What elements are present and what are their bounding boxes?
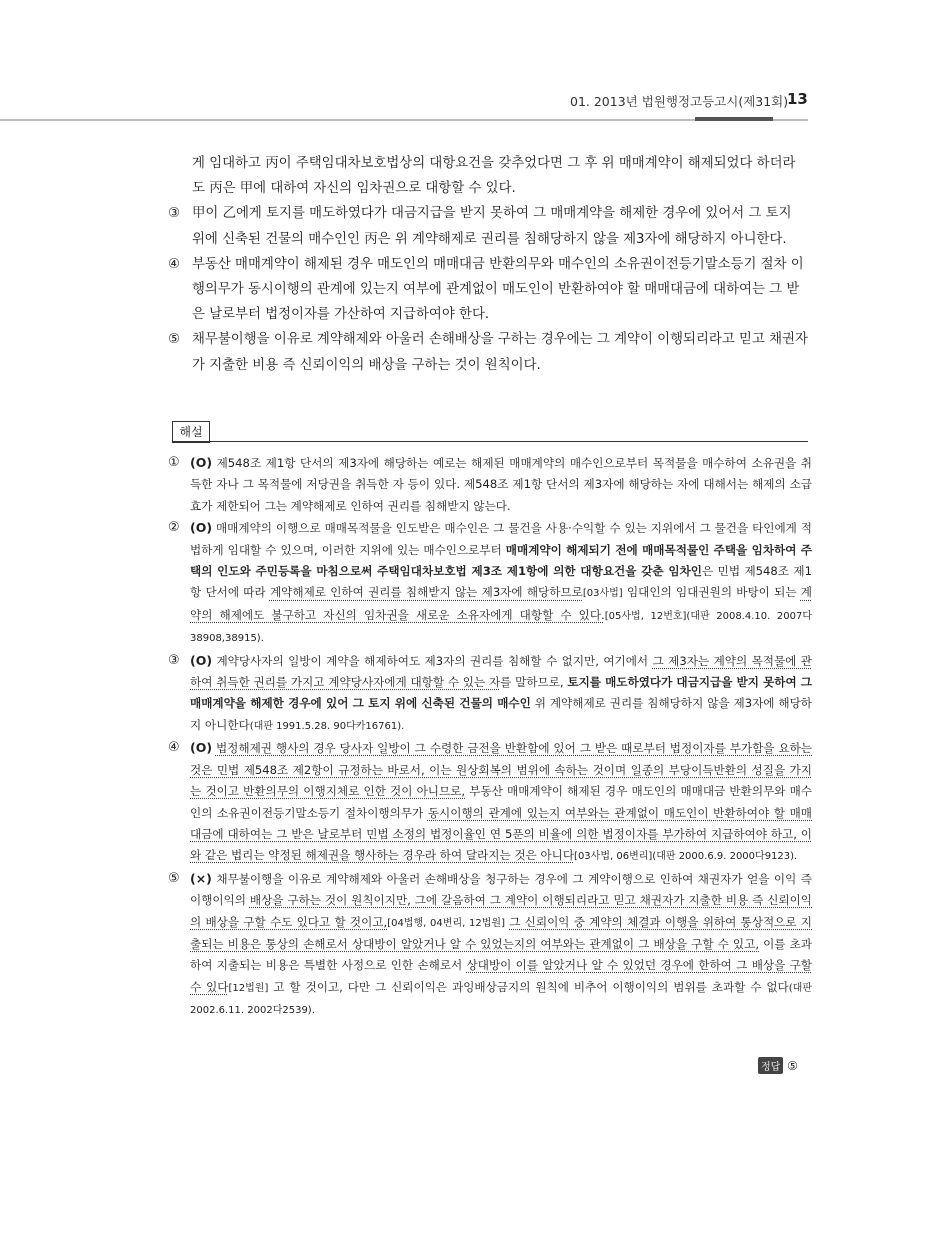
explanation-rule [172, 441, 808, 442]
source-ref: [03사법, 06변리] [574, 851, 653, 863]
case-citation: (대판 1991.5.28. 90다카16761). [249, 720, 405, 732]
choice-number: ⑤ [168, 332, 181, 348]
explanation-item-4: ④ (O) 법정해제권 행사의 경우 당사자 일방이 그 수령한 금전을 반환함에 있어 그 받은 때로부터 법정이자를 부가함을 요하는 것은 민법 제548조 제2항이 규정하는 바로서, 이는 원상회복의 범위에 속하는 것이며 일종의 부당이득반환의 성질을 가지는 것이고 반환의무의 이행지체로 인한 것이 아니므로, 부동산 매매계약이 해제된 경우 매도인의 매매대금 반환의무와 매수인의 소유권이전등기말소등기 절차이행의무가 동시이행의 관계에 있는지 여부와는 관계없이 매도인이 반환하여야 할 매매대금에 대하여는 그 받은 날로부터 민법 소정의 법정이율인 연 5푼의 비율에 의한 법정이자를 부가하여 지급하여야 하고, 이와 같은 법리는 약정된 해제권을 행사하는 경우라 하여 달라지는 것은 아니다[03사법, 06변리](대판 2000.6.9. 2000다9123). [168, 737, 812, 867]
choice-4 [168, 252, 808, 328]
choice-5 [168, 327, 808, 377]
explanation-label: 해설 [172, 421, 210, 443]
source-ref: [05사법, 12번호] [604, 610, 687, 622]
source-ref: [12법원] [228, 982, 269, 994]
question-choices [168, 151, 808, 378]
explanation-item-2: ② (O) 매매계약의 이행으로 매매목적물을 인도받은 매수인은 그 물건을 사용·수익할 수 있는 지위에서 그 물건을 타인에게 적법하게 임대할 수 있으며, 이러한 지위에 있는 매수인으로부터 매매계약이 해제되기 전에 매매목적물인 주택을 임차하여 주택의 인도와 주민등록을 마침으로써 주택임대차보호법 제3조 제1항에 의한 대항요건을 갖춘 임차인은 민법 제548조 제1항 단서에 따라 계약해제로 인하여 권리를 침해받지 않는 제3자에 해당하므로[03사법] 임대인의 임대권원의 바탕이 되는 계약의 해제에도 불구하고 자신의 임차권을 새로운 소유자에게 대항할 수 있다.[05사법, 12번호](대판 2008.4.10. 2007다38908,38915). [168, 517, 812, 649]
case-citation: (대판 2008.4.10. 2007다38908,38915). [190, 610, 813, 645]
item-number: ③ [168, 652, 180, 668]
explanation-body [168, 452, 812, 1022]
source-ref: [04법행, 04변리, 12법원] [387, 917, 505, 929]
correct-mark: (O) [190, 520, 213, 536]
choice-number: ④ [168, 256, 181, 272]
header-rule [0, 119, 808, 121]
choice-text: 채무불이행을 이유로 계약해제와 아울러 손해배상을 구하는 경우에는 그 계약이 이행되리라고 믿고 채권자가 지출한 비용 즉 신뢰이익의 배상을 구하는 것이 원칙이다. [192, 332, 808, 373]
header-title: 01. 2013년 법원행정고등고시(제31회) [570, 94, 789, 109]
explanation-item-3: ③ (O) 계약당사자의 일방이 계약을 해제하여도 제3자의 권리를 침해할 수 없지만, 여기에서 그 제3자는 계약의 목적물에 관하여 취득한 권리를 가지고 계약당사자에게 대항할 수 있는 자를 말하므로, 토지를 매도하였다가 대금지급을 받지 못하여 그 매매계약을 해제한 경우에 있어 그 토지 위에 신축된 건물의 매수인 위 계약해제로 권리를 침해당하지 않을 제3자에 해당하지 아니한다(대판 1991.5.28. 90다카16761). [168, 650, 812, 738]
choice-text: 부동산 매매계약이 해제된 경우 매도인의 매매대금 반환의무와 매수인의 소유권이전등기말소등기 절차 이행의무가 동시이행의 관계에 있는지 여부에 관계없이 매도인이 반환하여야 할 매매대금에 대하여는 그 받은 날로부터 법정이자를 가산하여 지급하여야 한다. [192, 256, 804, 323]
source-ref: [03사법] [582, 588, 623, 600]
question-continuation: 게 임대하고 丙이 주택임대차보호법상의 대항요건을 갖추었다면 그 후 위 매매계약이 해제되었다 하더라도 丙은 甲에 대하여 자신의 임차권으로 대항할 수 있다. [192, 156, 796, 197]
header-accent-bar [695, 117, 773, 121]
answer-box [758, 1057, 798, 1074]
item-number: ④ [168, 740, 180, 756]
item-number: ① [168, 455, 180, 470]
explanation-item-1: ① (O) 제548조 제1항 단서의 제3자에 해당하는 예로는 해제된 매매계약의 매수인으로부터 목적물을 매수하여 소유권을 취득한 자나 그 목적물에 저당권을 취득한 자 등이 있다. 제548조 제1항 단서의 제3자에 해당하는 자에 대해서는 해제의 소급효가 제한되어 그는 계약해제로 인하여 권리를 침해받지 않는다. [168, 452, 812, 517]
correct-mark: (O) [190, 652, 213, 668]
page-number: 13 [787, 90, 808, 108]
case-citation: (대판 2000.6.9. 2000다9123). [652, 851, 798, 863]
correct-mark: (O) [190, 740, 213, 756]
correct-mark: (O) [190, 455, 213, 470]
item-number: ② [168, 520, 180, 536]
choice-number: ③ [168, 206, 181, 222]
choice-3 [168, 201, 808, 251]
answer-label: 정답 [758, 1057, 783, 1074]
wrong-mark: (×) [190, 870, 212, 886]
case-citation: (대판 2002.6.11. 2002다2539). [190, 982, 812, 1017]
choice-text: 甲이 乙에게 토지를 매도하였다가 대금지급을 받지 못하여 그 매매계약을 해제한 경우에 있어서 그 토지 위에 신축된 건물의 매수인인 丙은 위 계약해제로 권리를 침해당하지 않을 제3자에 해당하지 아니한다. [192, 206, 792, 247]
item-number: ⑤ [168, 870, 180, 886]
answer-value: ⑤ [787, 1059, 798, 1073]
explanation-item-5: ⑤ (×) 채무불이행을 이유로 계약해제와 아울러 손해배상을 청구하는 경우에 그 계약이행으로 인하여 채권자가 얻을 이익 즉 이행이익의 배상을 구하는 것이 원칙이지만, 그에 갈음하여 그 계약이 이행되리라고 믿고 채권자가 지출한 비용 즉 신뢰이익의 배상을 구할 수도 있다고 할 것이고,[04법행, 04변리, 12법원] 그 신뢰이익 중 계약의 체결과 이행을 위하여 통상적으로 지출되는 비용은 통상의 손해로서 상대방이 알았거나 알 수 있었는지의 여부와는 관계없이 그 배상을 구할 수 있고, 이를 초과하여 지출되는 비용은 특별한 사정으로 인한 손해로서 상대방이 이를 알았거나 알 수 있었던 경우에 한하여 그 배상을 구할 수 있다[12법원] 고 할 것이고, 다만 그 신뢰이익은 과잉배상금지의 원칙에 비추어 이행이익의 범위를 초과할 수 없다(대판 2002.6.11. 2002다2539). [168, 868, 812, 1022]
